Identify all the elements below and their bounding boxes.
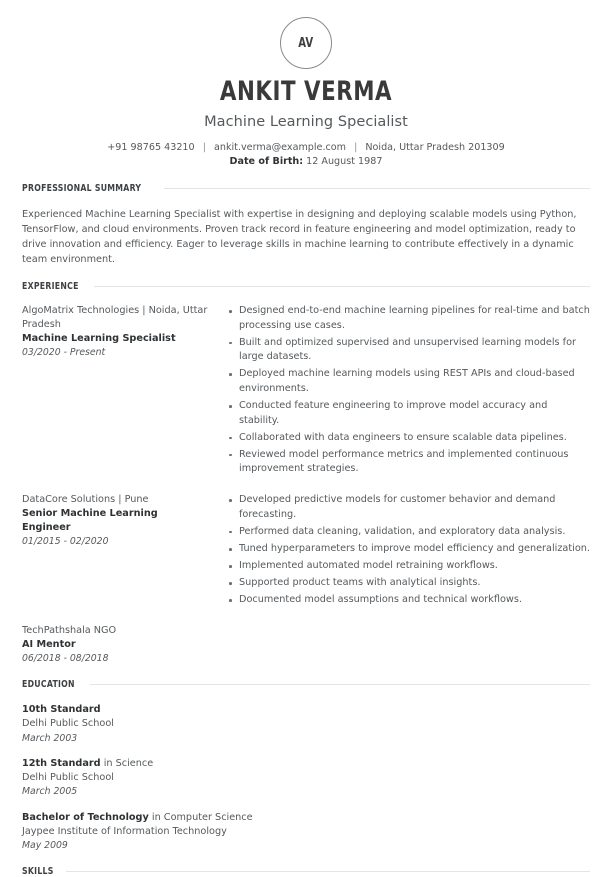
summary-text: Experienced Machine Learning Specialist with expertise in designing and deploying scalable models using Python, TensorFlow, and cloud environments. Proven track record in feature engineering and model optimization, ready to drive innovation and efficiency. Eager to leverage skills in machine learning to contribute effectively in a dynamic team environment. [22,209,577,266]
experience-entry-bullets [218,304,590,479]
section-divider [66,871,590,872]
education-school: Jaypee Institute of Information Technology [22,825,227,837]
education-degree-name: 12th Standard [22,758,101,770]
page-title: ANKIT VERMA [219,76,393,107]
email-text[interactable]: ankit.verma@example.com [214,142,346,154]
experience-dates: 01/2015 - 02/2020 [22,536,109,548]
education-degree-field: in Computer Science [148,811,253,823]
education-date: May 2009 [22,839,68,851]
list-item: Implemented automated model retraining workflows. [229,559,590,574]
experience-dates: 03/2020 - Present [22,346,106,358]
section-experience [0,281,612,665]
contact-separator-2: | [354,142,358,154]
date-of-birth-label: Date of Birth: [229,156,304,168]
experience-entry-meta [22,624,218,665]
experience-role: Machine Learning Specialist [22,332,176,344]
education-date: March 2005 [22,786,78,798]
experience-entry [22,493,590,610]
section-title: EXPERIENCE [22,281,79,293]
list-item: Performed data cleaning, validation, and exploratory data analysis. [229,525,590,540]
section-header-skills [22,866,590,877]
list-item: Developed predictive models for customer behavior and demand forecasting. [229,493,590,522]
section-divider [94,286,590,287]
experience-entry-meta [22,304,218,359]
bullet-list [218,493,590,607]
experience-entry-meta [22,493,218,548]
education-school: Delhi Public School [22,772,114,784]
section-header-experience [22,281,590,292]
bullet-list [218,304,590,477]
list-item: Built and optimized supervised and unsupervised learning models for large datasets. [229,336,590,365]
list-item: Tuned hyperparameters to improve model efficiency and generalization. [229,542,590,557]
avatar-initials: AV [298,35,314,51]
avatar [280,17,332,69]
section-skills [0,866,612,877]
section-header-education [22,679,590,690]
experience-role: AI Mentor [22,638,76,650]
education-list [22,703,590,852]
date-of-birth-value: 12 August 1987 [306,156,383,168]
section-title: EDUCATION [22,679,75,691]
education-degree-name: Bachelor of Technology [22,811,149,823]
date-of-birth-line [0,155,612,169]
education-school: Delhi Public School [22,718,114,730]
experience-entry [22,624,590,665]
experience-company: DataCore Solutions | Pune [22,494,149,506]
education-degree [22,703,590,717]
location-text: Noida, Uttar Pradesh 201309 [365,142,505,154]
contact-separator-1: | [202,142,206,154]
experience-list [22,304,590,665]
education-degree-name: 10th Standard [22,704,101,716]
section-title: PROFESSIONAL SUMMARY [22,183,142,195]
experience-entry-bullets [218,493,590,610]
experience-company: AlgoMatrix Technologies | Noida, Uttar Pradesh [22,305,208,331]
education-degree [22,757,590,771]
list-item: Deployed machine learning models using REST APIs and cloud-based environments. [229,367,590,396]
list-item: Supported product teams with analytical insights. [229,576,590,591]
experience-entry [22,304,590,479]
section-education [0,679,612,852]
education-date: March 2003 [22,732,78,744]
section-professional-summary [0,183,612,267]
experience-company: TechPathshala NGO [22,625,117,637]
resume-header [0,0,612,169]
education-entry [22,811,590,853]
section-divider [164,188,590,189]
contact-line [0,141,612,155]
job-title: Machine Learning Specialist [204,114,408,131]
list-item: Conducted feature engineering to improve model accuracy and stability. [229,399,590,428]
list-item: Collaborated with data engineers to ensure scalable data pipelines. [229,431,590,446]
education-degree [22,811,590,825]
section-title: SKILLS [22,866,54,877]
education-entry [22,703,590,745]
list-item: Documented model assumptions and technical workflows. [229,593,590,608]
phone-text: +91 98765 43210 [107,142,195,154]
list-item: Reviewed model performance metrics and implemented continuous improvement strategies. [229,448,590,477]
section-divider [90,684,590,685]
education-entry [22,757,590,799]
experience-dates: 06/2018 - 08/2018 [22,652,109,664]
list-item: Designed end-to-end machine learning pipelines for real-time and batch processing use cases. [229,304,590,333]
section-header-professional-summary [22,183,590,194]
education-degree-field: in Science [100,758,154,770]
experience-role: Senior Machine Learning Engineer [22,508,158,534]
